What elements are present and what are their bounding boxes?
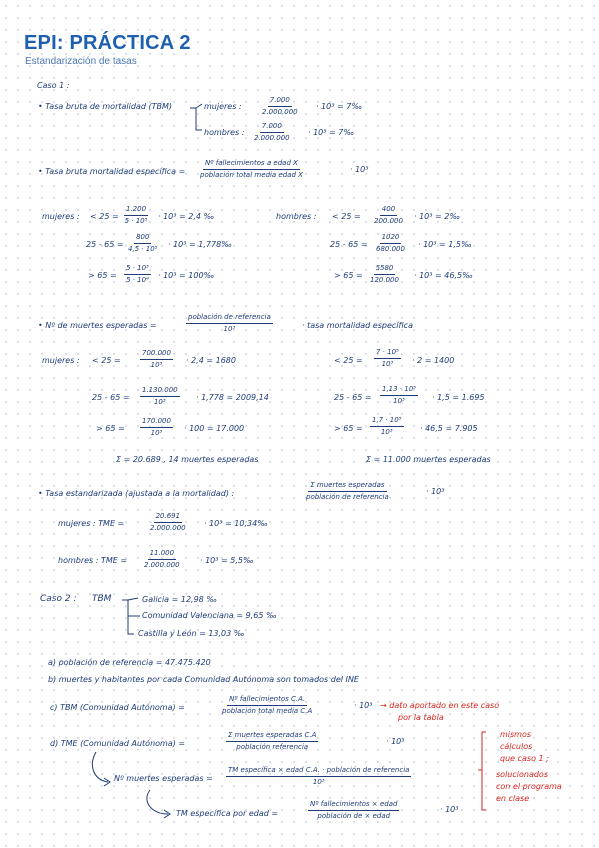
esp-hombres-fraction [374, 206, 403, 225]
tme-hombres-result: · 10³ = 5,5‰ [200, 556, 254, 565]
tbm-mujeres-fraction [262, 97, 298, 116]
esp-hombres-grupo: 25 - 65 = [330, 240, 368, 249]
caso1-label: Caso 1 : [37, 81, 70, 90]
muertes-hombres-fraction [374, 349, 401, 368]
esp-hombres-result: · 10³ = 2‰ [414, 212, 461, 221]
flow-arrow-e-to-f [147, 790, 168, 814]
muertes-mujeres-result: · 100 = 17.000 [184, 424, 245, 433]
caso2-item-c-den: población total media C.A [222, 707, 313, 715]
muertes-hombres-num: 1,7 · 10⁵ [370, 417, 404, 427]
esp-mujeres-grupo: 25 - 65 = [86, 240, 124, 249]
tbm-hombres-num: 7.000 [260, 123, 284, 133]
tme-hombres-label: hombres : TME = [58, 556, 128, 565]
flow-arrow-e-to-f-head [164, 810, 170, 818]
muertes-esperadas-fraction [186, 314, 273, 333]
muertes-esperadas-den: 10³ [223, 325, 236, 333]
side-note-line: en clase [496, 794, 530, 803]
side-note-line: cálculos [500, 742, 533, 751]
muertes-mujeres-num: 1.130.000 [140, 387, 180, 397]
tbm-branch-arrow-head [196, 104, 202, 108]
muertes-mujeres-fraction [140, 418, 173, 437]
esp-mujeres-fraction [124, 206, 148, 225]
caso2-region-galicia: Galicia = 12,98 ‰ [142, 595, 218, 604]
tme-mujeres-label: mujeres : TME = [58, 519, 125, 528]
tme-hombres-den: 2.000.000 [144, 561, 180, 569]
muertes-hombres-result: · 1,5 = 1.695 [432, 393, 485, 402]
muertes-esperadas-rest: · tasa mortalidad específica [302, 321, 413, 330]
especificas-mujeres-label: mujeres : [42, 212, 80, 221]
muertes-mujeres-den: 10³ [150, 429, 163, 437]
muertes-mujeres-den: 10³ [150, 361, 163, 369]
side-note-line: con el programa [496, 782, 562, 791]
esp-mujeres-grupo: > 65 = [88, 271, 117, 280]
tbm-mujeres-label: mujeres : [204, 102, 242, 111]
muertes-mujeres-grupo: > 65 = [96, 424, 125, 433]
esp-hombres-grupo: > 65 = [334, 271, 363, 280]
caso2-branch-arrow [122, 600, 134, 634]
esp-hombres-grupo: < 25 = [332, 212, 361, 221]
tbm-mujeres-num: 7.000 [268, 97, 292, 107]
caso2-item-c-note2: por la tabla [398, 713, 444, 722]
muertes-hombres-total: Σ = 11.000 muertes esperadas [366, 455, 491, 464]
page-title: EPI: PRÁCTICA 2 [24, 32, 191, 54]
esp-hombres-num: 400 [380, 206, 397, 216]
caso2-item-c-note: → dato aportado en este caso [380, 701, 500, 710]
tbm-hombres-den: 2.000.000 [254, 134, 290, 142]
caso2-item-c-rest: · 10³ [354, 701, 373, 710]
esp-mujeres-den: 5 · 10⁴ [126, 276, 149, 284]
caso2-region-valenciana: Comunidad Valenciana = 9,65 ‰ [142, 611, 277, 620]
caso2-item-d-num: Σ muertes esperadas C.A [226, 732, 318, 742]
esp-hombres-den: 200.000 [374, 217, 403, 225]
flow-arrow-d-to-e [92, 752, 108, 782]
muertes-mujeres-den: 10³ [153, 398, 166, 406]
muertes-hombres-num: 7 · 10⁵ [374, 349, 401, 359]
esp-hombres-num: 5580 [374, 265, 396, 275]
muertes-mujeres-total: Σ = 20.689 , 14 muertes esperadas [116, 455, 259, 464]
esp-mujeres-grupo: < 25 = [90, 212, 119, 221]
muertes-hombres-den: 10³ [380, 428, 393, 436]
muertes-hombres-grupo: > 65 = [334, 424, 363, 433]
muertes-mujeres-grupo: < 25 = [92, 356, 121, 365]
caso2-label: Caso 2 : [40, 594, 77, 604]
muertes-mujeres-num: 700.000 [140, 350, 173, 360]
muertes-mujeres-fraction [140, 350, 173, 369]
caso2-item-f-den: población de × edad [317, 812, 391, 820]
esp-mujeres-num: 1.200 [124, 206, 148, 216]
caso2-region-castilla: Castilla y León = 13,03 ‰ [138, 629, 245, 638]
tme-mujeres-num: 20.691 [154, 513, 183, 523]
tbm-mujeres-den: 2.000.000 [262, 108, 298, 116]
caso2-item-a: a) población de referencia = 47.475.420 [48, 658, 211, 667]
caso2-item-e-fraction [226, 767, 411, 786]
muertes-hombres-fraction [380, 386, 418, 405]
tme-definition-fraction [200, 160, 303, 179]
caso2-item-f-fraction [308, 801, 399, 820]
esp-hombres-den: 680.000 [376, 245, 405, 253]
flow-arrow-d-to-e-head [104, 778, 110, 786]
red-bracket [482, 732, 486, 810]
muertes-hombres-fraction [370, 417, 404, 436]
tme-definition-num: Nº fallecimientos a edad X [203, 160, 300, 170]
muertes-mujeres-result: · 1,778 = 2009,14 [196, 393, 269, 402]
caso2-item-c-num: Nº fallecimientos C.A. [227, 696, 307, 706]
tasa-estandarizada-fraction [306, 482, 389, 501]
tme-definition-rest: · 10³ [350, 165, 369, 174]
tme-hombres-num: 11.000 [148, 550, 177, 560]
esp-mujeres-num: 5 · 10³ [124, 265, 151, 275]
caso2-item-d-label: d) TME (Comunidad Autónoma) = [50, 739, 186, 748]
esp-mujeres-result: · 10³ = 1,778‰ [168, 240, 232, 249]
caso2-item-e-label: Nº muertes esperadas = [114, 774, 213, 783]
tbm-hombres-fraction [254, 123, 290, 142]
caso2-item-c-label: c) TBM (Comunidad Autónoma) = [50, 703, 185, 712]
esp-mujeres-fraction [124, 265, 151, 284]
caso2-item-e-num: TM específica × edad C.A. · población de referencia [226, 767, 411, 777]
muertes-hombres-den: 10³ [393, 397, 405, 405]
tasa-estandarizada-den: población de referencia [306, 493, 389, 501]
esp-hombres-fraction [370, 265, 399, 284]
muertes-mujeres-num: 170.000 [140, 418, 173, 428]
muertes-mujeres-fraction [140, 387, 180, 406]
caso2-item-b: b) muertes y habitantes por cada Comunidad Autónoma son tomados del INE [48, 675, 359, 684]
tme-mujeres-result: · 10³ = 10,34‰ [204, 519, 268, 528]
tbm-mujeres-result: · 10³ = 7‰ [316, 102, 363, 111]
caso2-tbm-label: TBM [92, 594, 112, 604]
tme-definition-label: • Tasa bruta mortalidad específica = [38, 167, 186, 176]
tbm-branch-arrow [190, 108, 202, 130]
muertes-hombres-den: 10³ [381, 360, 394, 368]
caso2-item-f-num: Nº fallecimientos × edad [308, 801, 399, 811]
esp-hombres-result: · 10³ = 1,5‰ [418, 240, 472, 249]
caso2-branch-arrow [128, 598, 138, 600]
tasa-estandarizada-num: Σ muertes esperadas [308, 482, 386, 492]
esp-hombres-fraction [376, 234, 405, 253]
caso2-item-e-den: 10³ [312, 778, 325, 786]
esp-mujeres-num: 800 [134, 234, 151, 244]
esp-mujeres-den: 4,5 · 10⁵ [128, 245, 158, 253]
esp-mujeres-result: · 10³ = 2,4 ‰ [158, 212, 215, 221]
side-note-line: mismos [500, 730, 532, 739]
caso2-item-c-fraction [222, 696, 312, 715]
tasa-estandarizada-rest: · 10³ [426, 487, 445, 496]
page-subtitle: Estandarización de tasas [25, 56, 137, 67]
tbm-hombres-label: hombres : [204, 128, 245, 137]
muertes-esperadas-label: • Nº de muertes esperadas = [38, 321, 157, 330]
tme-mujeres-den: 2.000.000 [150, 524, 186, 532]
muertes-hombres-num: 1,13 · 10⁵ [380, 386, 418, 396]
caso2-item-f-label: TM específica por edad = [176, 809, 279, 818]
esp-hombres-result: · 10³ = 46,5‰ [414, 271, 473, 280]
tme-hombres-fraction [144, 550, 180, 569]
tbm-label: • Tasa bruta de mortalidad (TBM) [38, 102, 172, 111]
esp-hombres-den: 120.000 [370, 276, 399, 284]
caso2-item-d-rest: · 10³ [386, 737, 405, 746]
caso2-item-d-fraction [226, 732, 318, 751]
esp-mujeres-result: · 10³ = 100‰ [158, 271, 215, 280]
especificas-hombres-label: hombres : [276, 212, 317, 221]
caso2-item-d-den: población referencia [236, 743, 309, 751]
muertes-hombres-result: · 2 = 1400 [412, 356, 455, 365]
caso2-item-f-rest: · 10³ [440, 805, 459, 814]
muertes-mujeres-result: · 2,4 = 1680 [186, 356, 236, 365]
tasa-estandarizada-label: • Tasa estandarizada (ajustada a la mortalidad) : [38, 489, 235, 498]
muertes-hombres-grupo: < 25 = [334, 356, 363, 365]
esp-hombres-num: 1020 [380, 234, 402, 244]
esp-mujeres-den: 5 · 10⁵ [124, 217, 148, 225]
muertes-mujeres-label: mujeres : [42, 356, 80, 365]
esp-mujeres-fraction [128, 234, 158, 253]
muertes-mujeres-grupo: 25 - 65 = [92, 393, 130, 402]
tme-mujeres-fraction [150, 513, 186, 532]
tme-definition-den: población total media edad X [200, 171, 303, 179]
muertes-hombres-result: · 46,5 = 7.905 [420, 424, 478, 433]
side-note-line: que caso 1 ; [500, 754, 549, 763]
side-note-line: solucionados [496, 770, 548, 779]
muertes-hombres-grupo: 25 - 65 = [334, 393, 372, 402]
muertes-esperadas-num: población de referencia [186, 314, 273, 324]
tbm-hombres-result: · 10³ = 7‰ [308, 128, 355, 137]
